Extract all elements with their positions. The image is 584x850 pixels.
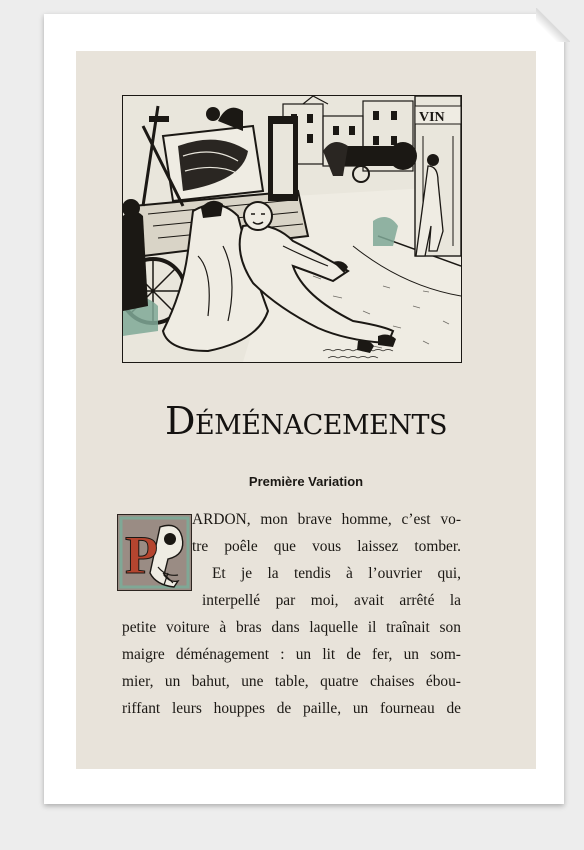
body-word: laquelle xyxy=(309,619,359,636)
body-word: déménagement xyxy=(175,646,270,663)
body-word: brave xyxy=(297,511,332,528)
illuminated-drop-cap xyxy=(117,514,192,591)
body-word: de xyxy=(446,700,461,717)
body-word: paille, xyxy=(303,700,342,717)
body-word: fer, xyxy=(372,646,393,663)
body-line-8 xyxy=(122,699,461,719)
body-word: tre xyxy=(192,538,209,555)
body-word: tomber. xyxy=(414,538,461,555)
body-word: un xyxy=(295,646,312,663)
body-word: ébou- xyxy=(425,673,461,690)
body-word: la xyxy=(267,565,279,582)
body-word: tendis xyxy=(293,565,331,582)
body-word: mon xyxy=(260,511,288,528)
body-word: vo- xyxy=(440,511,461,528)
body-word: de xyxy=(346,646,361,663)
body-word: je xyxy=(241,565,253,582)
body-word: il xyxy=(367,619,377,636)
body-line-5 xyxy=(122,618,461,638)
body-line-2 xyxy=(192,537,461,557)
body-word: moi, xyxy=(310,592,339,609)
body-word: l’ouvrier xyxy=(368,565,423,582)
body-word: de xyxy=(276,700,292,717)
book-page xyxy=(76,51,536,769)
body-word: interpellé xyxy=(202,592,261,609)
body-word: houppes xyxy=(213,700,265,717)
body-word: riffant xyxy=(122,700,161,717)
body-line-7 xyxy=(122,672,461,692)
body-word: un xyxy=(164,673,181,690)
body-word: un xyxy=(403,646,419,663)
chapter-title: Déménacements xyxy=(164,399,447,443)
drop-cap-letter: P xyxy=(125,525,158,585)
shop-sign-text: VIN xyxy=(419,110,445,125)
body-word: maigre xyxy=(122,646,165,663)
body-word: par xyxy=(275,592,296,609)
body-word: que xyxy=(273,538,296,555)
body-word: homme, xyxy=(341,511,392,528)
body-word: c’est xyxy=(401,511,431,528)
body-word: som- xyxy=(430,646,461,663)
body-word: mier, xyxy=(122,673,154,690)
body-word: bras xyxy=(235,619,262,636)
body-word: traînait xyxy=(386,619,430,636)
body-word: à xyxy=(219,619,227,636)
body-line-4 xyxy=(202,591,461,611)
body-word: Et xyxy=(212,565,226,582)
body-word: chaises xyxy=(369,673,415,690)
body-word: leurs xyxy=(171,700,202,717)
body-word: poêle xyxy=(224,538,258,555)
body-word: petite xyxy=(122,619,157,636)
body-word: quatre xyxy=(320,673,359,690)
body-word: ARDON, xyxy=(192,511,251,528)
woodcut-illustration xyxy=(122,95,462,363)
body-word: table, xyxy=(274,673,309,690)
body-word: arrêté xyxy=(399,592,435,609)
body-word: bahut, xyxy=(191,673,230,690)
page-curl xyxy=(536,8,570,42)
body-word: laissez xyxy=(357,538,399,555)
body-word: avait xyxy=(353,592,384,609)
body-word: un xyxy=(352,700,369,717)
body-word: une xyxy=(241,673,264,690)
body-word: dans xyxy=(271,619,300,636)
body-word: fourneau xyxy=(379,700,435,717)
chapter-subtitle: Première Variation xyxy=(248,474,364,489)
body-word: : xyxy=(280,646,285,663)
body-word: son xyxy=(439,619,461,636)
body-word: la xyxy=(449,592,461,609)
body-word: lit xyxy=(322,646,336,663)
body-word: qui, xyxy=(437,565,461,582)
body-line-1 xyxy=(192,510,461,530)
body-line-3 xyxy=(212,564,461,584)
body-word: voiture xyxy=(165,619,210,636)
body-line-6 xyxy=(122,645,461,665)
body-word: vous xyxy=(312,538,342,555)
print-sheet xyxy=(44,14,564,804)
body-word: à xyxy=(346,565,353,582)
